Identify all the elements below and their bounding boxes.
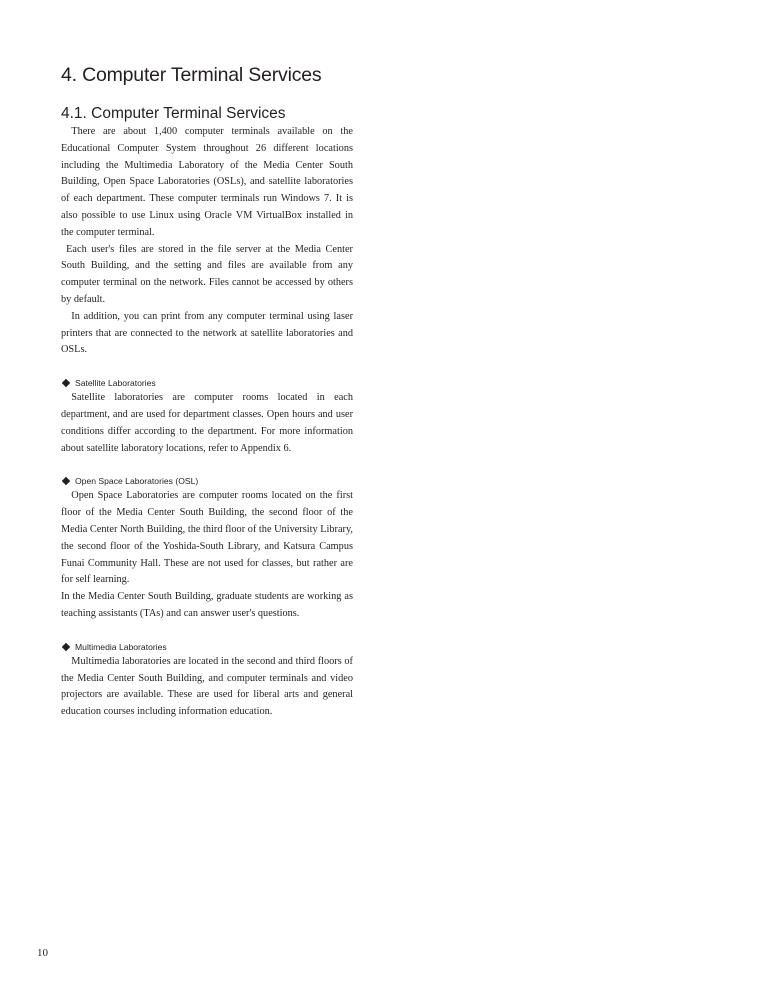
satellite-paragraph: Satellite laboratories are computer rooms located in each department, and are used for department classes. Open hours and user conditions differ according to the department. For more information about satellite laboratory locations, refer to Appendix 6. [61,392,353,454]
body-content [61,124,353,721]
satellite-heading-label: Satellite Laboratories [75,378,156,389]
page-number: 10 [37,947,48,959]
osl-paragraph-2: In the Media Center South Building, graduate students are working as teaching assistants (TAs) and can answer user's questions. [61,591,353,619]
satellite-heading [61,376,353,390]
diamond-bullet-icon [62,642,70,650]
section-title: 4.1. Computer Terminal Services [61,105,286,122]
osl-heading [61,474,353,488]
multimedia-heading [61,640,353,654]
diamond-bullet-icon [62,477,70,485]
diamond-bullet-icon [62,379,70,387]
intro-paragraph-1: There are about 1,400 computer terminals available on the Educational Computer System throughout 26 different locations including the Multimedia Laboratory of the Media Center South Building, Open Space Laboratories (OSLs), and satellite laboratories of each department. These computer terminals run Windows 7. It is also possible to use Linux using Oracle VM VirtualBox installed in the computer terminal. [61,126,353,238]
page-title: 4. Computer Terminal Services [61,64,322,86]
osl-heading-label: Open Space Laboratories (OSL) [75,476,199,487]
multimedia-heading-label: Multimedia Laboratories [75,641,167,652]
intro-paragraph-2: Each user's files are stored in the file server at the Media Center South Building, and the setting and files are available from any computer terminal on the network. Files cannot be accessed by others by default. [61,243,353,305]
intro-paragraph-3: In addition, you can print from any computer terminal using laser printers that are connected to the network at satellite laboratories and OSLs. [61,310,353,356]
osl-paragraph: Open Space Laboratories are computer rooms located on the first floor of the Media Center South Building, the second floor of the Media Center North Building, the third floor of the University Library, the second floor of the Yoshida-South Library, and Katsura Campus Funai Community Hall. These are not used for classes, but rather are for self learning. [61,490,353,586]
multimedia-paragraph: Multimedia laboratories are located in the second and third floors of the Media Center South Building, and computer terminals and video projectors are available. These are used for liberal arts and general education courses including information education. [61,655,353,718]
